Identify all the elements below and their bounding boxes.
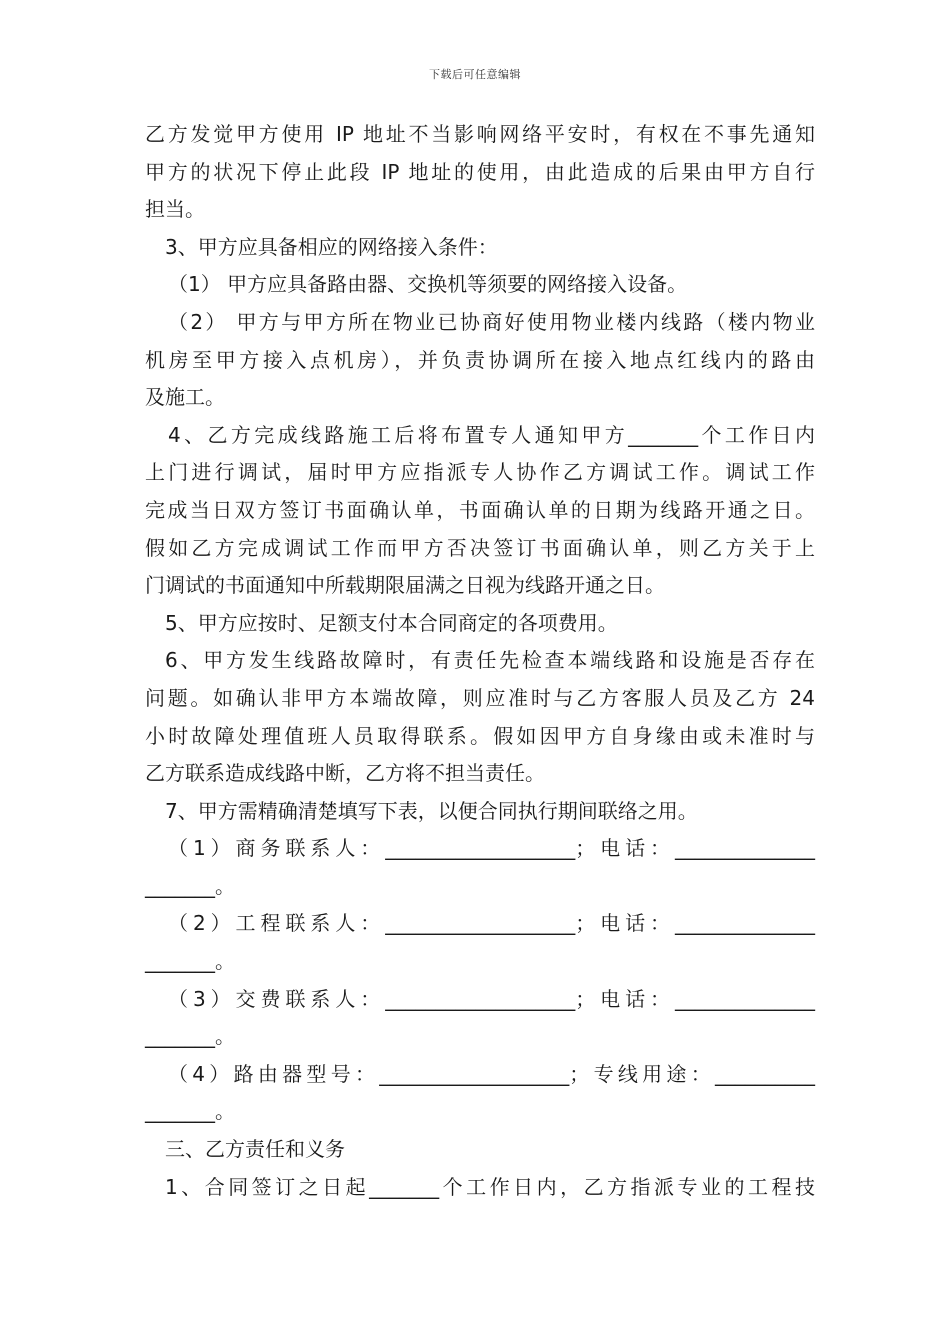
paragraph-line: 7、甲方需精确清楚填写下表，以便合同执行期间联络之用。 [165, 798, 698, 823]
form-line: _______。 [145, 873, 235, 898]
paragraph-line: 5、甲方应按时、足额支付本合同商定的各项费用。 [165, 610, 618, 635]
form-line: （2）工程联系人：___________________；电话：______________ [168, 911, 815, 936]
form-line: （3）交费联系人：___________________；电话：______________ [168, 986, 815, 1011]
paragraph-line: 小时故障处理值班人员取得联系。假如因甲方自身缘由或未准时与 [145, 723, 815, 748]
form-line: （4）路由器型号：___________________；专线用途：__________ [168, 1061, 815, 1086]
paragraph-line: 乙方发觉甲方使用 IP 地址不当影响网络平安时，有权在不事先通知 [145, 122, 815, 146]
paragraph-line: 担当。 [145, 197, 205, 222]
paragraph-line: 假如乙方完成调试工作而甲方否决签订书面确认单，则乙方关于上 [145, 535, 815, 560]
paragraph-line: （2） 甲方与甲方所在物业已协商好使用物业楼内线路（楼内物业 [168, 309, 815, 334]
paragraph-line: 1、合同签订之日起_______个工作日内，乙方指派专业的工程技 [165, 1174, 815, 1199]
form-line: （1）商务联系人：___________________；电话：______________ [168, 836, 815, 861]
section-heading: 三、乙方责任和义务 [165, 1137, 345, 1162]
paragraph-line: 6、甲方发生线路故障时，有责任先检查本端线路和设施是否存在 [165, 648, 815, 673]
paragraph-line: 及施工。 [145, 385, 225, 410]
paragraph-line: 4、乙方完成线路施工后将布置专人通知甲方_______个工作日内 [168, 422, 815, 447]
page-header: 下载后可任意编辑 [429, 68, 521, 81]
paragraph-line: 甲方的状况下停止此段 IP 地址的使用，由此造成的后果由甲方自行 [145, 159, 815, 184]
paragraph-line: 上门进行调试，届时甲方应指派专人协作乙方调试工作。调试工作 [145, 460, 815, 485]
paragraph-line: 3、甲方应具备相应的网络接入条件： [165, 234, 498, 259]
paragraph-line: 机房至甲方接入点机房），并负责协调所在接入地点红线内的路由 [145, 347, 815, 372]
paragraph-line: （1） 甲方应具备路由器、交换机等须要的网络接入设备。 [168, 272, 688, 297]
paragraph-line: 问题。如确认非甲方本端故障，则应准时与乙方客服人员及乙方 24 [145, 685, 815, 710]
paragraph-line: 门调试的书面通知中所载期限届满之日视为线路开通之日。 [145, 573, 665, 598]
form-line: _______。 [145, 1024, 235, 1049]
form-line: _______。 [145, 949, 235, 974]
paragraph-line: 乙方联系造成线路中断，乙方将不担当责任。 [145, 761, 545, 786]
form-line: _______。 [145, 1099, 235, 1124]
paragraph-line: 完成当日双方签订书面确认单，书面确认单的日期为线路开通之日。 [145, 497, 815, 522]
document-body [145, 116, 815, 1206]
